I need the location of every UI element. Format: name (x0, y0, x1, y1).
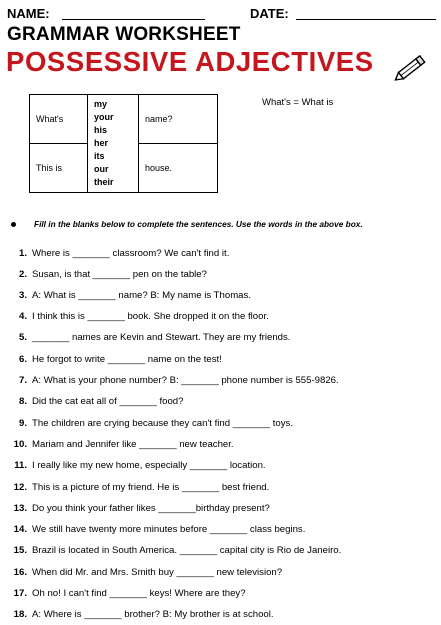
question-item: 3. A: What is _______ name? B: My name is Thomas. (18, 290, 251, 301)
name-blank-line[interactable] (62, 19, 205, 20)
worksheet-subtitle: POSSESSIVE ADJECTIVES (6, 46, 374, 77)
possessive-word-table (29, 94, 218, 193)
question-item: 15. Brazil is located in South America. _______ capital city is Rio de Janeiro. (13, 545, 342, 556)
instructions: Fill in the blanks below to complete the sentences. Use the words in the above box. (34, 219, 363, 229)
word-item: their (94, 177, 114, 187)
question-item: 6. He forgot to write _______ name on the test! (18, 354, 222, 365)
table-cell-whats: What's (30, 95, 88, 144)
bullet-icon (11, 222, 16, 227)
word-item: her (94, 138, 109, 148)
table-cell-this-is: This is (30, 144, 88, 193)
question-item: 10. Mariam and Jennifer like _______ new teacher. (13, 439, 234, 450)
question-item: 4. I think this is _______ book. She dropped it on the floor. (18, 311, 269, 322)
table-cell-house: house. (139, 144, 218, 193)
question-item: 11. I really like my new home, especially _______ location. (14, 460, 266, 471)
question-item: 1. Where is _______ classroom? We can't find it. (18, 248, 230, 259)
question-item: 18. A: Where is _______ brother? B: My brother is at school. (13, 609, 274, 620)
word-item: your (94, 112, 114, 122)
question-item: 8. Did the cat eat all of _______ food? (18, 396, 184, 407)
word-item: its (94, 151, 105, 161)
contraction-note: What's = What is (262, 97, 334, 108)
date-label: DATE: (250, 6, 289, 21)
question-item: 12. This is a picture of my friend. He is _______ best friend. (13, 482, 270, 493)
question-item: 5. _______ names are Kevin and Stewart. They are my friends. (18, 332, 291, 343)
question-item: 2. Susan, is that _______ pen on the table? (18, 269, 207, 280)
table-cell-word-list (88, 95, 139, 193)
pencil-icon (394, 52, 430, 82)
question-item: 13. Do you think your father likes _______birthday present? (13, 503, 270, 514)
question-item: 16. When did Mr. and Mrs. Smith buy _______ new television? (13, 567, 283, 578)
question-item: 9. The children are crying because they can't find _______ toys. (18, 418, 294, 429)
table-cell-name: name? (139, 95, 218, 144)
name-label: NAME: (7, 6, 50, 21)
question-item: 14. We still have twenty more minutes before _______ class begins. (13, 524, 306, 535)
question-item: 17. Oh no! I can't find _______ keys! Where are they? (13, 588, 246, 599)
word-item: our (94, 164, 109, 174)
word-item: his (94, 125, 108, 135)
worksheet-title: GRAMMAR WORKSHEET (7, 24, 241, 45)
date-blank-line[interactable] (296, 19, 436, 20)
question-item: 7. A: What is your phone number? B: _______ phone number is 555-9826. (18, 375, 339, 386)
word-item: my (94, 99, 108, 109)
